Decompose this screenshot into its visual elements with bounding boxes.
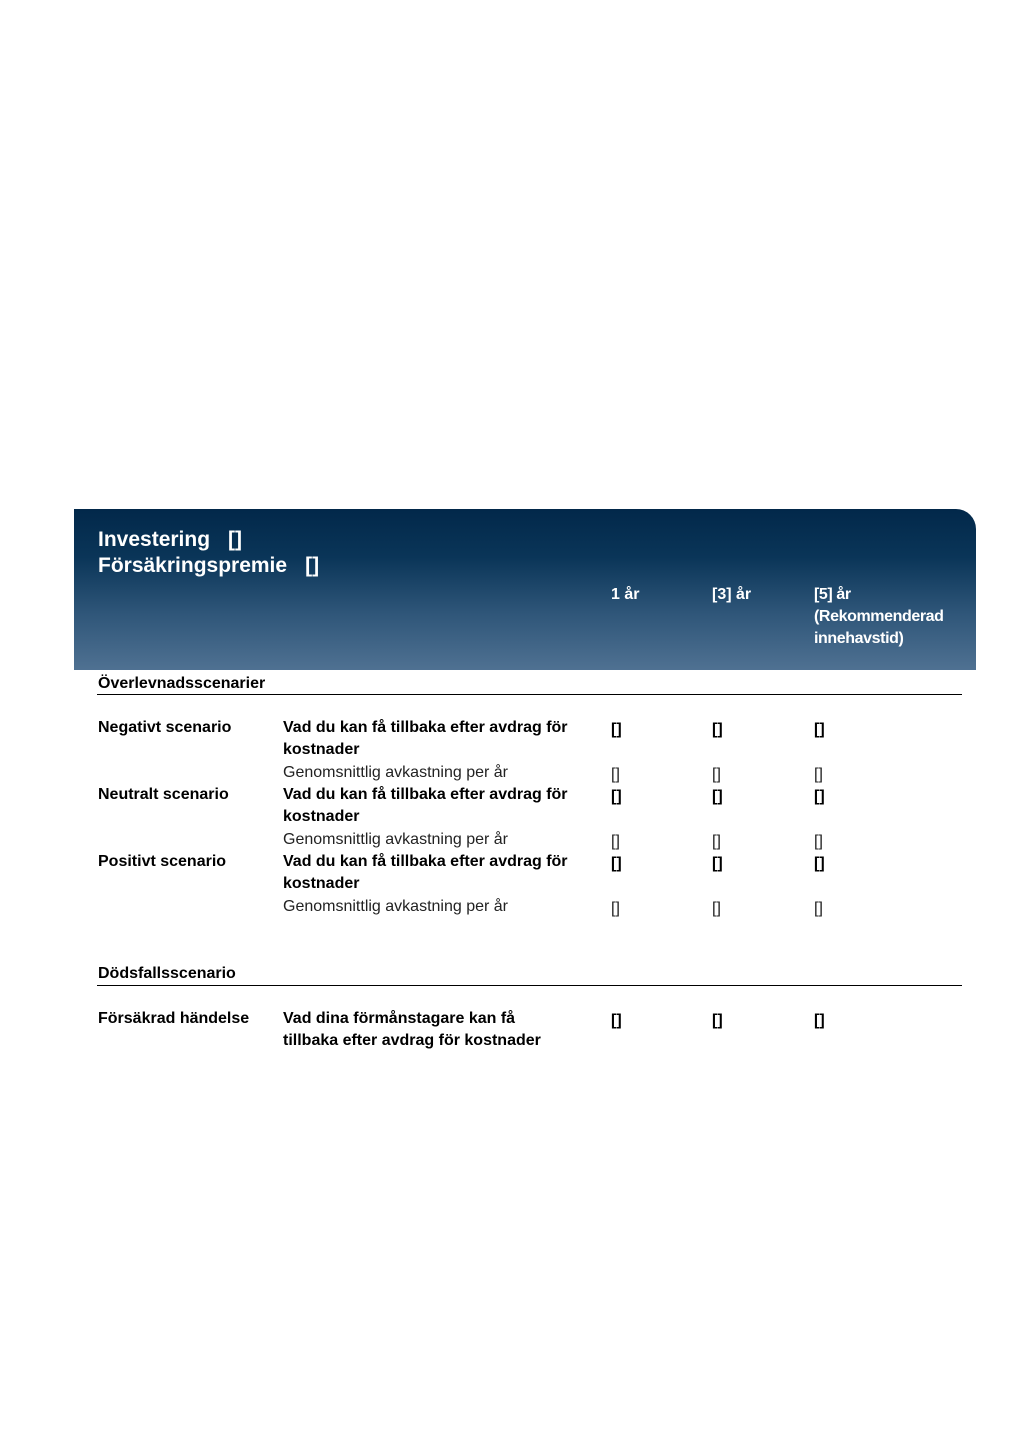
death-value-1y: [] [611, 1012, 622, 1029]
negative-value-3y: [] [712, 721, 723, 738]
death-value-5y: [] [814, 1012, 825, 1029]
negative-scenario-label: Negativt scenario [98, 719, 232, 736]
beneficiary-return-after-costs: Vad dina förmånstagare kan få tillbaka efter avdrag för kostnader [283, 1010, 541, 1049]
negative-avg-3y: [] [712, 766, 721, 783]
death-section-title: Dödsfallsscenario [98, 965, 236, 982]
neutral-avg-5y: [] [814, 833, 823, 850]
negative-average-return-label: Genomsnittlig avkastning per år [283, 764, 508, 781]
negative-value-1y: [] [611, 721, 622, 738]
survival-divider [97, 694, 962, 695]
survival-section-title: Överlevnadsscenarier [98, 675, 266, 692]
premium-label: Försäkringspremie [98, 554, 288, 577]
insured-event-label: Försäkrad händelse [98, 1010, 250, 1027]
investment-value: [] [228, 528, 243, 551]
premium-heading [98, 553, 319, 579]
neutral-value-3y: [] [712, 788, 723, 805]
neutral-scenario-label: Neutralt scenario [98, 786, 229, 803]
negative-return-after-costs: Vad du kan få tillbaka efter avdrag för kostnader [283, 719, 568, 758]
neutral-return-after-costs: Vad du kan få tillbaka efter avdrag för kostnader [283, 786, 568, 825]
column-header-5-years: [5] år (Rekommenderad innehavstid) [814, 586, 944, 647]
column-header-1-year: 1 år [611, 586, 640, 603]
neutral-value-5y: [] [814, 788, 825, 805]
death-value-3y: [] [712, 1012, 723, 1029]
neutral-avg-3y: [] [712, 833, 721, 850]
investment-heading [98, 527, 242, 553]
positive-avg-3y: [] [712, 900, 721, 917]
negative-value-5y: [] [814, 721, 825, 738]
premium-value: [] [305, 554, 320, 577]
negative-avg-5y: [] [814, 766, 823, 783]
neutral-average-return-label: Genomsnittlig avkastning per år [283, 831, 508, 848]
death-divider [97, 985, 962, 986]
neutral-value-1y: [] [611, 788, 622, 805]
investment-label: Investering [98, 528, 211, 551]
negative-avg-1y: [] [611, 766, 620, 783]
positive-value-1y: [] [611, 855, 622, 872]
positive-avg-1y: [] [611, 900, 620, 917]
positive-scenario-label: Positivt scenario [98, 853, 227, 870]
neutral-avg-1y: [] [611, 833, 620, 850]
positive-value-3y: [] [712, 855, 723, 872]
positive-average-return-label: Genomsnittlig avkastning per år [283, 898, 508, 915]
positive-return-after-costs: Vad du kan få tillbaka efter avdrag för kostnader [283, 853, 568, 892]
positive-avg-5y: [] [814, 900, 823, 917]
positive-value-5y: [] [814, 855, 825, 872]
column-header-3-years: [3] år [712, 586, 752, 603]
